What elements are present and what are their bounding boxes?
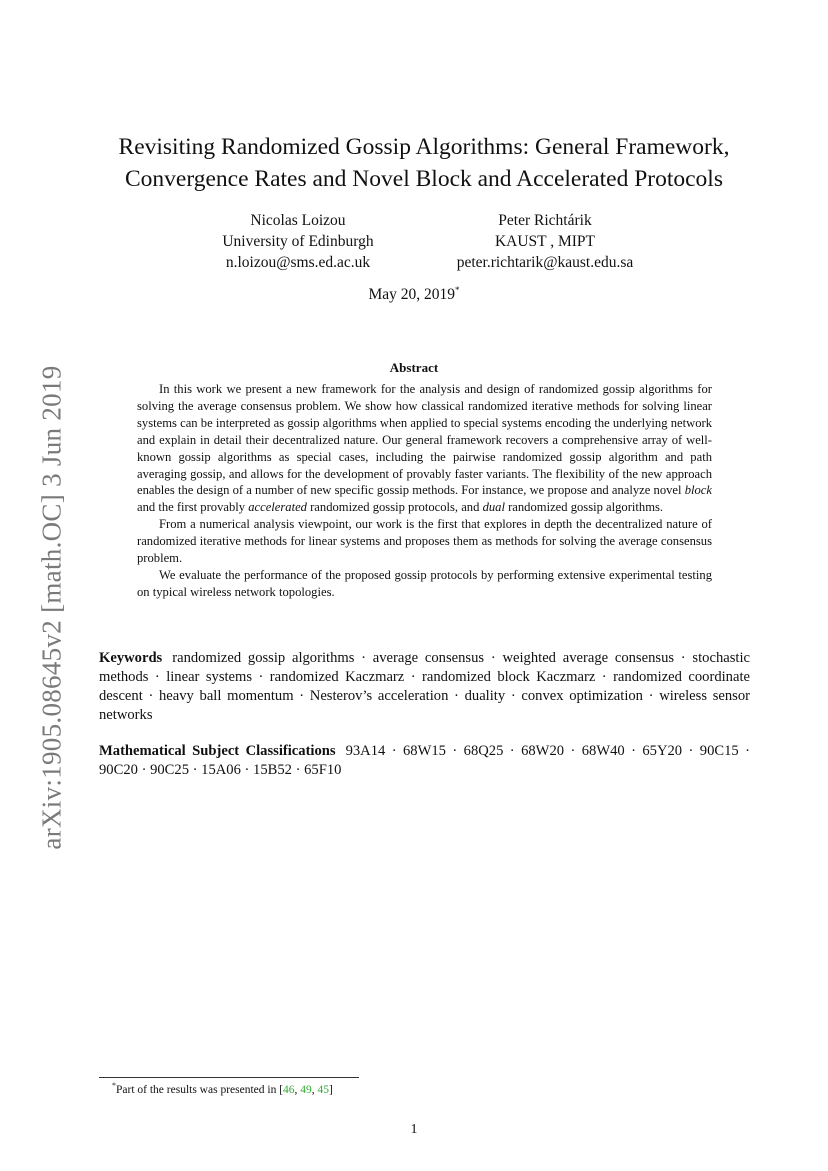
msc-codes: 93A14 · 68W15 · 68Q25 · 68W20 · 68W40 · 65Y20 · 90C15 · 90C20 · 90C25 · 15A06 · 15B52 · 65F10 — [99, 743, 750, 778]
abstract-emphasis: accelerated — [248, 500, 307, 515]
title-line-1: Revisiting Randomized Gossip Algorithms: General Framework, — [118, 134, 730, 160]
citation-link-46[interactable]: 46 — [283, 1083, 295, 1096]
abstract-paragraph-1 — [137, 381, 712, 516]
author-name: Nicolas Loizou — [250, 212, 346, 229]
paper-date — [0, 285, 828, 304]
keywords-list: randomized gossip algorithms · average consensus · weighted average consensus · stochastic methods · linear systems · randomized Kaczmarz · randomized block Kaczmarz · randomized coordinate descent · heavy ball momentum · Nesterov’s acceleration · duality · convex optimization · wireless sensor networks — [99, 650, 750, 723]
page-number: 1 — [410, 1122, 418, 1137]
footnote-separator: , — [294, 1083, 301, 1096]
footnote-divider — [99, 1077, 359, 1078]
date-footnote-mark: * — [455, 285, 460, 295]
author-name: Peter Richtárik — [498, 212, 592, 229]
msc-label: Mathematical Subject Classifications — [99, 743, 336, 759]
author-affiliation: University of Edinburgh — [222, 233, 374, 250]
footnote — [112, 1081, 333, 1096]
author-email: n.loizou@sms.ed.ac.uk — [225, 254, 371, 271]
abstract-emphasis: block — [684, 483, 712, 498]
paper-title — [60, 131, 788, 195]
abstract-text: randomized gossip protocols, and — [306, 500, 483, 515]
author-affiliation: KAUST , MIPT — [494, 233, 596, 250]
abstract-text: and the first provably — [137, 500, 249, 515]
citation-link-45[interactable]: 45 — [317, 1083, 330, 1096]
abstract-emphasis: dual — [482, 500, 505, 515]
footnote-mark: * — [112, 1081, 116, 1090]
abstract-heading: Abstract — [389, 360, 439, 375]
author-2 — [420, 210, 670, 273]
keywords-label: Keywords — [99, 650, 163, 666]
arxiv-identifier-stamp — [32, 355, 72, 860]
abstract-text: randomized gossip algorithms. — [504, 500, 664, 515]
abstract-paragraph-3: We evaluate the performance of the proposed gossip protocols by performing extensive experimental testing on typical wireless network topologies. — [137, 567, 712, 599]
title-line-2: Convergence Rates and Novel Block and Accelerated Protocols — [125, 166, 723, 192]
citation-link-49[interactable]: 49 — [300, 1083, 312, 1096]
author-email: peter.richtarik@kaust.edu.sa — [456, 254, 634, 271]
abstract-body — [137, 381, 712, 601]
footnote-separator: , — [311, 1083, 318, 1096]
footnote-close-bracket: ] — [329, 1083, 333, 1096]
abstract-text: In this work we present a new framework for the analysis and design of randomized gossip algorithms for solving the average consensus problem. We show how classical randomized iterative methods for solving linear systems can be interpreted as gossip algorithms when applied to special systems encoding the underlying network and explain in detail their decentralized nature. Our general framework recovers a comprehensive array of well-known gossip algorithms as special cases, including the pairwise randomized gossip algorithm and path averaging gossip, and allows for the development of provably faster variants. The flexibility of the new approach enables the design of a number of new specific gossip methods. For instance, we propose and analyze novel — [137, 382, 712, 498]
msc-section — [99, 742, 750, 780]
keywords-section — [99, 649, 750, 725]
footnote-text: Part of the results was presented in [ — [116, 1083, 284, 1096]
arxiv-id-text: arXiv:1905.08645v2 [math.OC] 3 Jun 2019 — [36, 365, 67, 850]
abstract-paragraph-2: From a numerical analysis viewpoint, our work is the first that explores in depth the decentralized nature of randomized iterative methods for linear systems and proposes them as methods for solving the average consensus problem. — [137, 517, 712, 566]
date-text: May 20, 2019 — [368, 286, 456, 304]
author-1 — [208, 210, 388, 273]
